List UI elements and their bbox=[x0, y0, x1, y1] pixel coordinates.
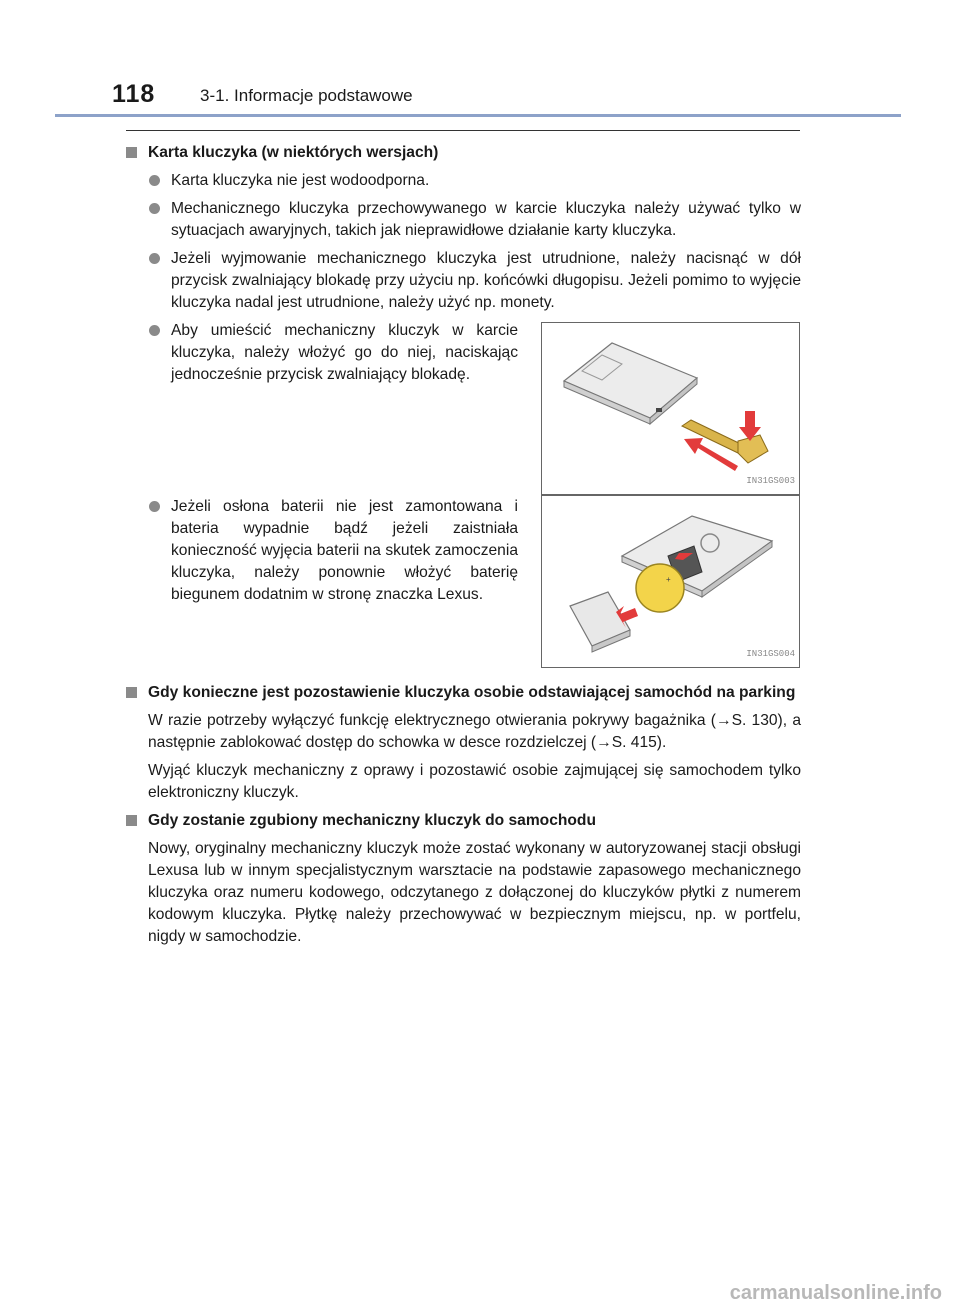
battery-insert-figure bbox=[541, 495, 800, 668]
round-bullet-icon bbox=[149, 175, 160, 186]
square-bullet-icon bbox=[126, 147, 137, 158]
content-rule bbox=[126, 130, 800, 131]
paragraph: Wyjąć kluczyk mechaniczny z oprawy i pozostawić osobie zajmującej się samochodem tylko elektroniczny kluczyk. bbox=[148, 762, 801, 801]
battery-cover-illustration bbox=[542, 496, 799, 667]
watermark: carmanualsonline.info bbox=[729, 1282, 942, 1304]
figure-code: IN31GS004 bbox=[746, 649, 795, 659]
bullet-item bbox=[126, 248, 801, 314]
round-bullet-icon bbox=[149, 325, 160, 336]
header-rule bbox=[55, 114, 901, 117]
section-heading-text: Gdy zostanie zgubiony mechaniczny kluczyk do samochodu bbox=[148, 812, 596, 829]
key-card-illustration bbox=[542, 323, 799, 494]
square-bullet-icon bbox=[126, 687, 137, 698]
bullet-text: Mechanicznego kluczyka przechowywanego w karcie kluczyka należy używać tylko w sytuacjach awaryjnych, takich jak nieprawidłowe działanie karty kluczyka. bbox=[171, 200, 801, 239]
section-heading-text: Gdy konieczne jest pozostawienie kluczyka osobie odstawiającej samochód na parking bbox=[148, 684, 796, 701]
page-header bbox=[0, 0, 960, 120]
paragraph: Nowy, oryginalny mechaniczny kluczyk może zostać wykonany w autoryzowanej stacji obsługi Lexusa lub w innym specjalistycznym warsztacie na podstawie zapasowego mechanicznego kluczyka oraz numeru kodowego, odczytanego z dołączonej do kluczyków płytki z numerem kodowym kluczyka. Płytkę należy przechowywać w bezpiecznym miejscu, np. w portfelu, nigdy w samochodzie. bbox=[148, 840, 801, 945]
section-heading bbox=[126, 682, 801, 704]
figure-row bbox=[126, 496, 801, 678]
svg-text:+: + bbox=[666, 575, 671, 584]
bullet-item bbox=[126, 198, 801, 242]
bullet-text: Karta kluczyka nie jest wodoodporna. bbox=[171, 172, 430, 189]
page-content bbox=[126, 142, 801, 948]
bullet-text: Jeżeli osłona baterii nie jest zamontowana i bateria wypadnie bądź jeżeli zaistniała konieczność wyjęcia baterii na skutek zamoczenia kluczyka, należy ponownie włożyć baterię biegunem dodatnim w stronę znaczka Lexus. bbox=[171, 498, 518, 603]
bullet-item bbox=[126, 496, 518, 606]
figure-row bbox=[126, 320, 801, 496]
round-bullet-icon bbox=[149, 501, 160, 512]
square-bullet-icon bbox=[126, 815, 137, 826]
section-heading bbox=[126, 142, 801, 164]
page-number: 118 bbox=[112, 80, 156, 108]
section-heading-text: Karta kluczyka (w niektórych wersjach) bbox=[148, 144, 439, 161]
bullet-item bbox=[126, 320, 518, 386]
figure-code: IN31GS003 bbox=[746, 476, 795, 486]
section-title: 3-1. Informacje podstawowe bbox=[200, 86, 413, 105]
paragraph: W razie potrzeby wyłączyć funkcję elektrycznego otwierania pokrywy bagażnika (→S. 130), a następnie zablokować dostęp do schowka w desce rozdzielczej (→S. 415). bbox=[148, 712, 801, 751]
bullet-text: Jeżeli wyjmowanie mechanicznego kluczyka jest utrudnione, należy nacisnąć w dół przycisk zwalniający blokadę przy użyciu np. końcówki długopisu. Jeżeli pomimo to wyjęcie kluczyka nadal jest utrudnione, należy użyć np. monety. bbox=[171, 250, 801, 311]
section-heading bbox=[126, 810, 801, 832]
round-bullet-icon bbox=[149, 253, 160, 264]
bullet-item bbox=[126, 170, 801, 192]
bullet-text: Aby umieścić mechaniczny kluczyk w karcie kluczyka, należy włożyć go do niej, naciskając jednocześnie przycisk zwalniający blokadę. bbox=[171, 322, 518, 383]
key-insert-figure bbox=[541, 322, 800, 495]
round-bullet-icon bbox=[149, 203, 160, 214]
